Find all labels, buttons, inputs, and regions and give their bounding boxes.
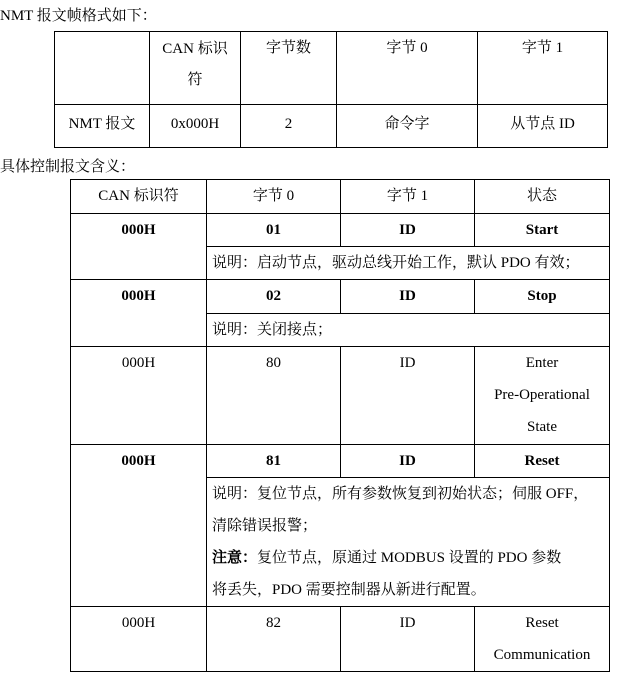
header-cell [150,32,241,105]
can-id-cell: 000H [71,280,207,347]
table-row [71,280,610,314]
can-id-cell: 000H [71,214,207,280]
can-id-cell: 000H [71,445,207,607]
byte0-cell: 82 [207,607,341,672]
byte0-cell: 02 [207,280,341,314]
can-id-cell: 000H [71,347,207,445]
state-line: Enter [525,355,559,371]
state-line: State [527,419,557,435]
state-cell: Stop [475,280,610,314]
header-cell [55,32,150,105]
note-label: 注意： [212,550,258,566]
header-cell: 字节 1 [478,32,608,105]
header-cell: 字节 0 [337,32,478,105]
description-cell: 说明：关闭接点； [207,314,610,347]
note-text: 复位节点，原通过 MODBUS 设置的 PDO 参数 [257,550,562,566]
header-cell: CAN 标识符 [71,180,207,214]
table-row [71,214,610,247]
byte0-cell: 81 [207,445,341,478]
byte1-cell: ID [341,347,475,445]
byte0-cell: 80 [207,347,341,445]
state-line: Reset [525,615,559,631]
cell: 命令字 [337,105,478,148]
cell: 从节点 ID [478,105,608,148]
can-id-cell: 000H [71,607,207,672]
header-cell: 字节 0 [207,180,341,214]
table-row [71,445,610,478]
table-header-row [55,32,608,105]
note-line [212,542,609,574]
table-header-row [71,180,610,214]
byte1-cell: ID [341,214,475,247]
header-can-id: CAN 标识符 [162,41,228,88]
state-cell [475,347,610,445]
state-line: Communication [493,647,591,663]
byte1-cell: ID [341,607,475,672]
state-cell [475,607,610,672]
byte0-cell: 01 [207,214,341,247]
state-line: Pre-Operational [494,387,590,403]
header-cell: 字节 1 [341,180,475,214]
desc-line: 清除错误报警； [212,518,318,534]
table-row [55,105,608,148]
byte1-cell: ID [341,280,475,314]
table-row [71,347,610,445]
cell: 2 [241,105,337,148]
description-cell [207,478,610,607]
header-cell: 状态 [475,180,610,214]
section-text: 具体控制报文含义： [0,159,136,175]
state-cell: Start [475,214,610,247]
intro-text: NMT 报文帧格式如下： [0,8,157,24]
nmt-format-table [54,31,608,148]
control-message-table [70,179,610,672]
note-line: 将丢失，PDO 需要控制器从新进行配置。 [212,582,486,598]
cell: 0x000H [150,105,241,148]
cell: NMT 报文 [55,105,150,148]
desc-line: 说明：复位节点，所有参数恢复到初始状态；伺服 OFF， [212,486,589,502]
byte1-cell: ID [341,445,475,478]
description-cell: 说明：启动节点，驱动总线开始工作，默认 PDO 有效； [207,247,610,280]
header-cell: 字节数 [241,32,337,105]
table-row [71,607,610,672]
state-cell: Reset [475,445,610,478]
